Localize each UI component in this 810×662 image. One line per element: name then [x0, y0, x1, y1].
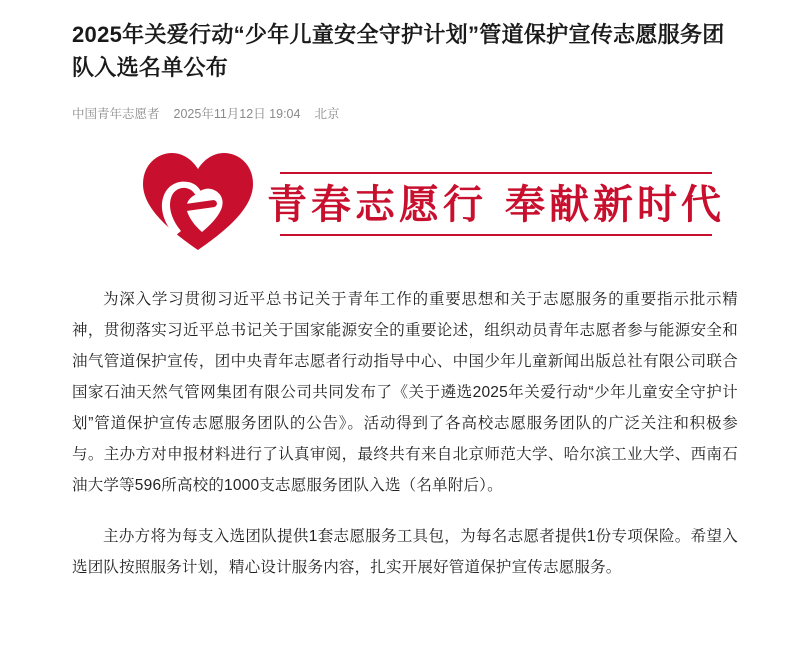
article-datetime: 2025年11月12日 19:04	[173, 107, 301, 121]
page-title: 2025年关爱行动“少年儿童安全守护计划”管道保护宣传志愿服务团队入选名单公布	[72, 22, 725, 80]
campaign-banner	[72, 150, 738, 254]
banner-rule-bottom	[280, 234, 712, 236]
article-paragraph: 为深入学习贯彻习近平总书记关于青年工作的重要思想和关于志愿服务的重要指示批示精神，贯彻落实习近平总书记关于国家能源安全的重要论述，组织动员青年志愿者参与能源安全和油气管道保护宣传，团中央青年志愿者行动指导中心、中国少年儿童新闻出版总社有限公司联合国家石油天然气管网集团有限公司共同发布了《关于遴选2025年关爱行动“少年儿童安全守护计划”管道保护宣传志愿服务团队的公告》。活动得到了各高校志愿服务团队的广泛关注和积极参与。主办方对申报材料进行了认真审阅，最终共有来自北京师范大学、哈尔滨工业大学、西南石油大学等596所高校的1000支志愿服务团队入选（名单附后）。	[72, 290, 738, 494]
banner-slogan-block	[267, 168, 725, 236]
heart-with-hand-icon	[139, 150, 257, 254]
article-source: 中国青年志愿者	[72, 107, 160, 121]
banner-slogan: 青春志愿行 奉献新时代	[267, 180, 725, 228]
article-paragraph: 主办方将为每支入选团队提供1套志愿服务工具包，为每名志愿者提供1份专项保险。希望入选团队按照服务计划，精心设计服务内容，扎实开展好管道保护宣传志愿服务。	[72, 527, 738, 576]
article-location: 北京	[314, 107, 340, 121]
article-meta	[72, 106, 738, 124]
banner-rule-top	[280, 172, 712, 174]
